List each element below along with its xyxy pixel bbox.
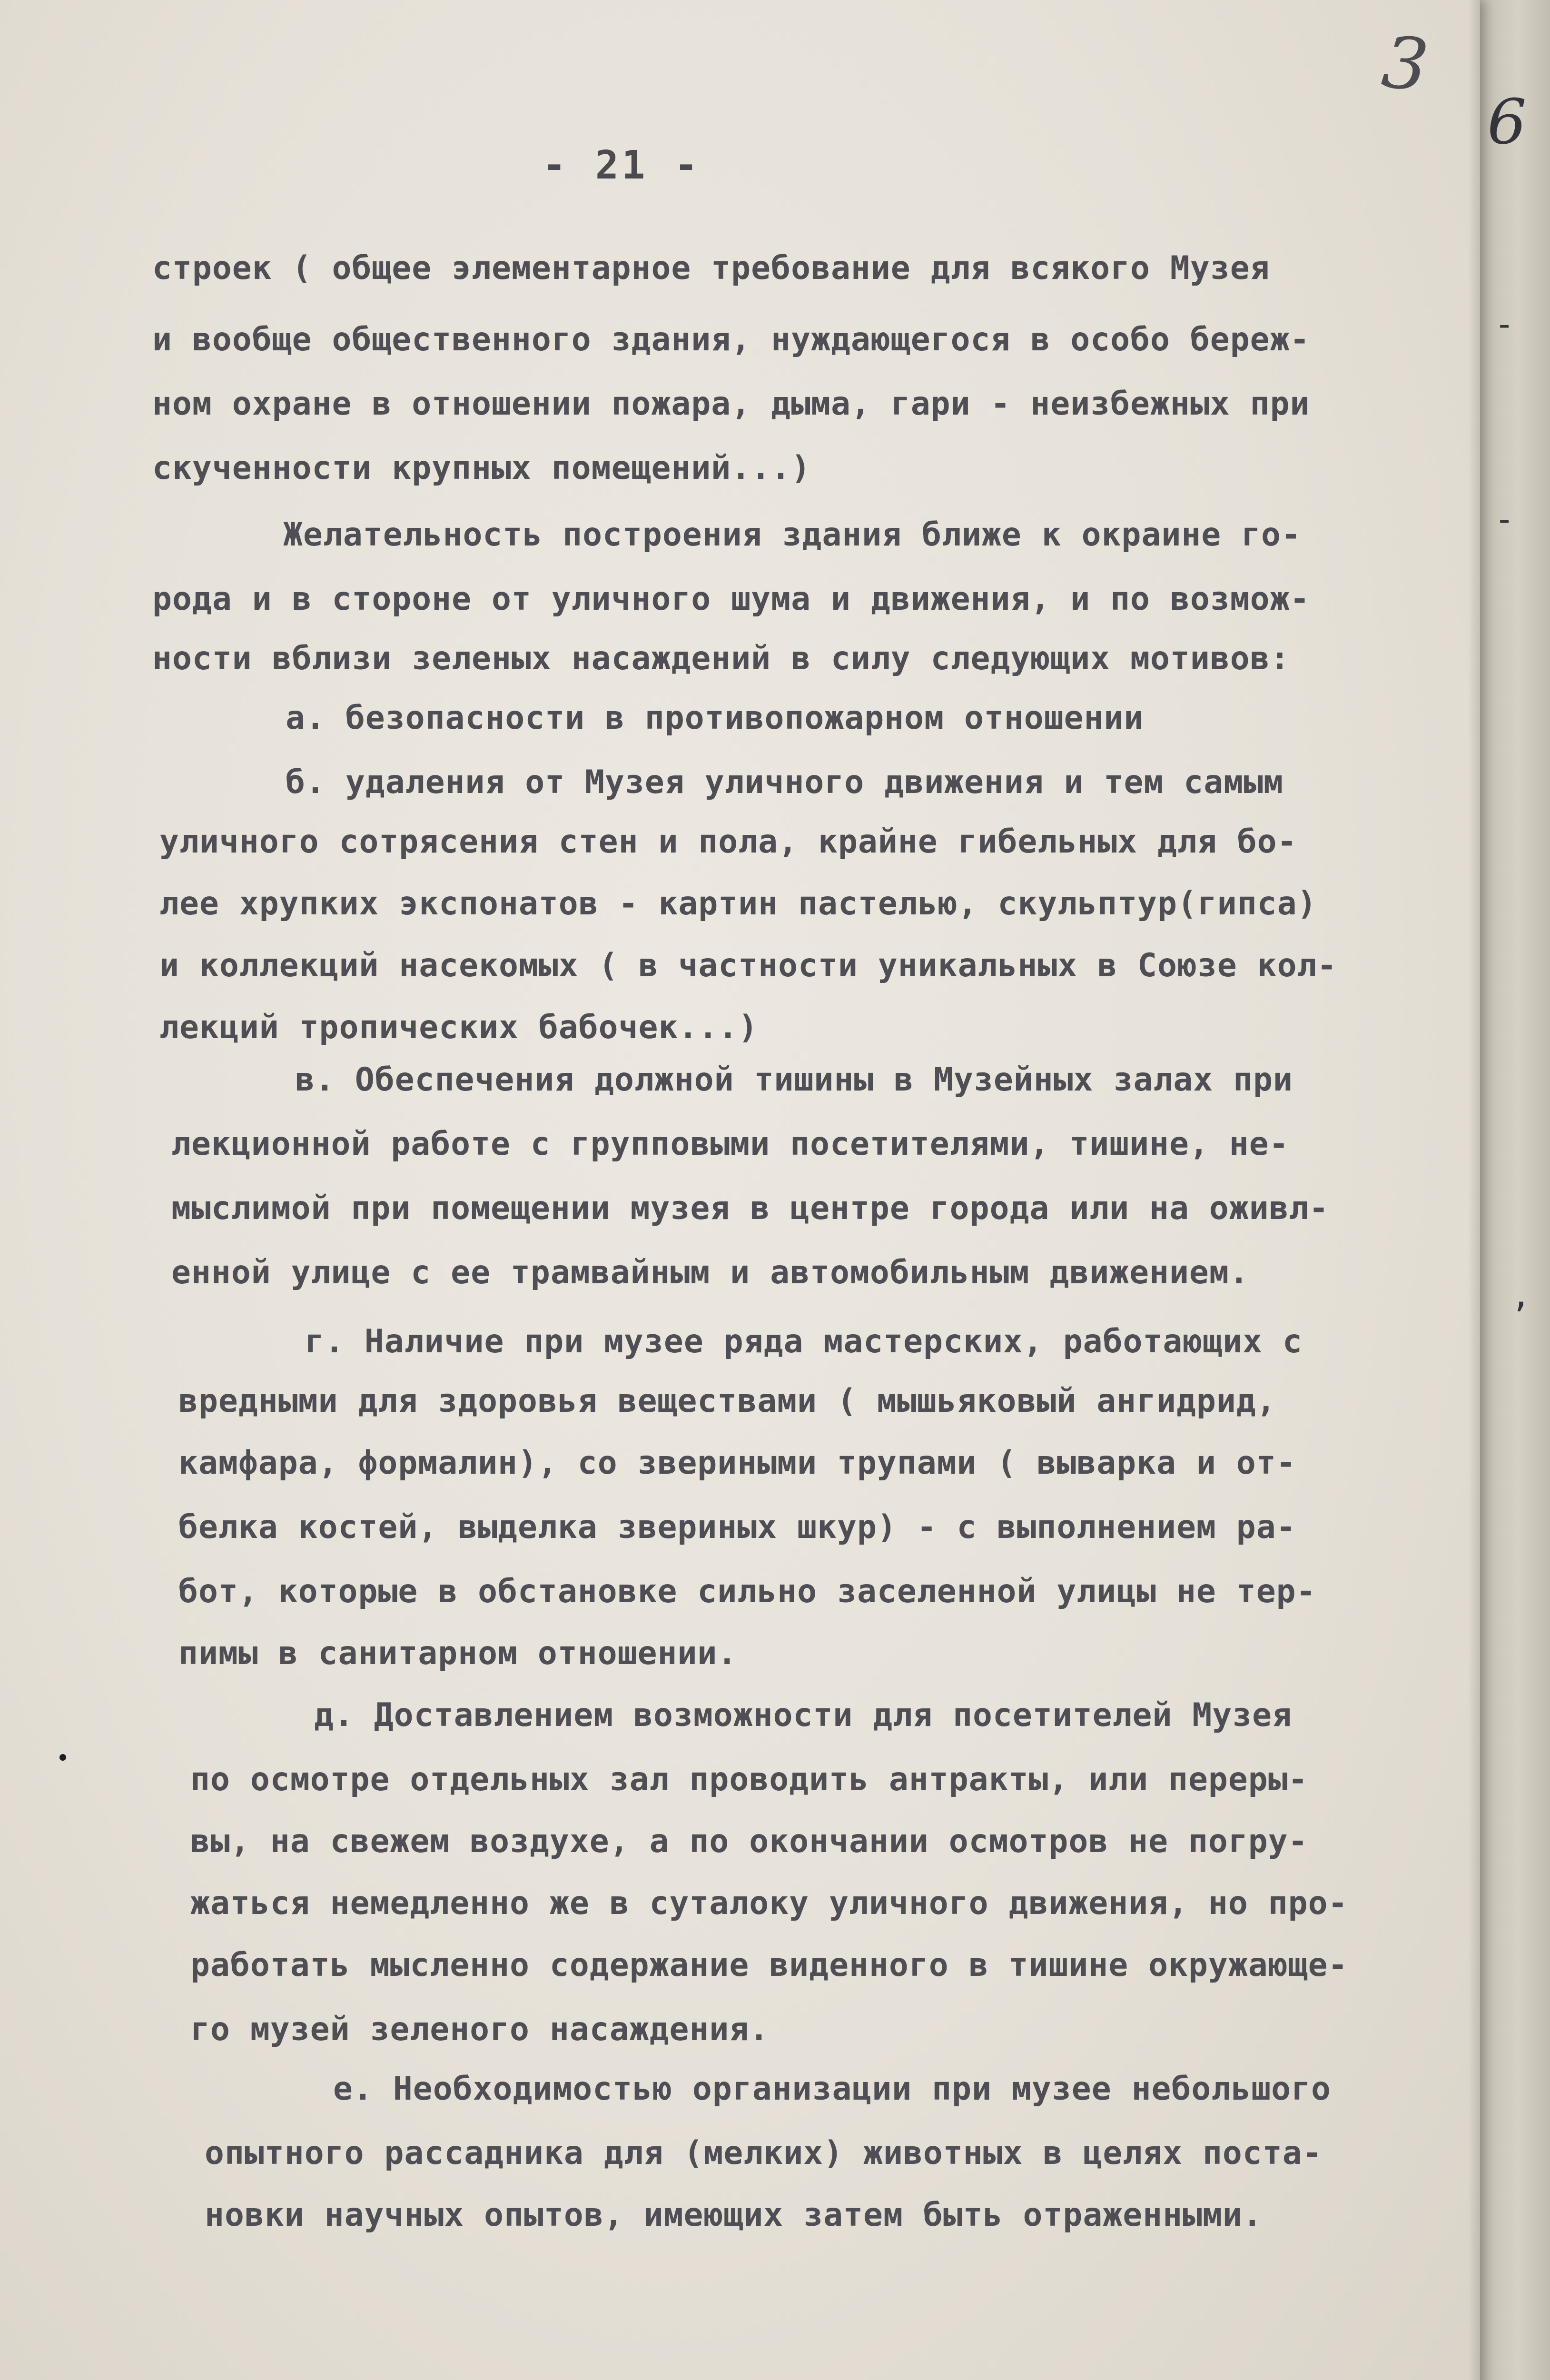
text-line: вредными для здоровья веществами ( мышьяковый ангидрид, — [178, 1382, 1276, 1420]
ink-dot — [59, 1754, 66, 1761]
text-line: г. Наличие при музее ряда мастерских, работающих с — [305, 1323, 1303, 1360]
text-line: бот, которые в обстановке сильно заселенной улицы не тер- — [178, 1573, 1316, 1610]
text-line: строек ( общее элементарное требование для всякого Музея — [152, 249, 1270, 287]
text-line: скученности крупных помещений...) — [152, 449, 811, 487]
text-line: камфара, формалин), со звериными трупами ( выварка и от- — [178, 1444, 1296, 1482]
text-line: по осмотре отдельных зал проводить антракты, или переры- — [190, 1761, 1308, 1798]
text-line: в. Обеспечения должной тишины в Музейных залах при — [295, 1061, 1293, 1099]
text-line: и вообще общественного здания, нуждающегося в особо береж- — [152, 321, 1310, 358]
text-line: мыслимой при помещении музея в центре города или на оживл- — [171, 1190, 1329, 1227]
text-line: е. Необходимостью организации при музее небольшого — [333, 2070, 1331, 2108]
text-line: и коллекций насекомых ( в частности уникальных в Союзе кол- — [159, 947, 1337, 984]
text-line: рода и в стороне от уличного шума и движения, и по возмож- — [152, 580, 1310, 618]
archive-folio-number: 3 — [1378, 20, 1432, 108]
back-sheet-mark: - — [1494, 305, 1515, 344]
text-line: енной улице с ее трамвайным и автомобильным движением. — [171, 1254, 1249, 1291]
text-line: опытного рассадника для (мелких) животных в целях поста- — [205, 2134, 1323, 2172]
back-sheet-number: 6 — [1487, 86, 1527, 158]
text-line: Желательность построения здания ближе к окраине го- — [283, 516, 1301, 554]
text-line: лекций тропических бабочек...) — [159, 1009, 759, 1046]
text-line: уличного сотрясения стен и пола, крайне гибельных для бо- — [159, 823, 1297, 861]
text-line: д. Доставлением возможности для посетителей Музея — [314, 1696, 1293, 1734]
page-number: - 21 - — [543, 143, 701, 188]
text-line: го музей зеленого насаждения. — [190, 2011, 770, 2048]
text-line: белка костей, выделка звериных шкур) - с выполнением ра- — [178, 1508, 1296, 1546]
page-edge-shadow — [1468, 0, 1480, 2380]
back-sheet-mark: , — [1511, 1276, 1531, 1315]
text-line: лее хрупких экспонатов - картин пастелью, скульптур(гипса) — [159, 885, 1317, 922]
text-line: вы, на свежем воздухе, а по окончании осмотров не погру- — [190, 1823, 1308, 1860]
text-line: а. безопасности в противопожарном отношении — [286, 699, 1144, 737]
back-sheet-mark: - — [1494, 500, 1515, 539]
text-line: лекционной работе с групповыми посетителями, тишине, не- — [171, 1125, 1289, 1163]
text-line: б. удаления от Музея уличного движения и тем самым — [286, 764, 1283, 801]
text-line: новки научных опытов, имеющих затем быть отраженными. — [205, 2196, 1263, 2234]
text-line: пимы в санитарном отношении. — [178, 1635, 738, 1672]
text-line: ном охране в отношении пожара, дыма, гари - неизбежных при — [152, 385, 1310, 423]
text-line: жаться немедленно же в суталоку уличного движения, но про- — [190, 1884, 1348, 1922]
text-line: работать мысленно содержание виденного в тишине окружающе- — [190, 1946, 1348, 1984]
text-line: ности вблизи зеленых насаждений в силу следующих мотивов: — [152, 640, 1290, 677]
